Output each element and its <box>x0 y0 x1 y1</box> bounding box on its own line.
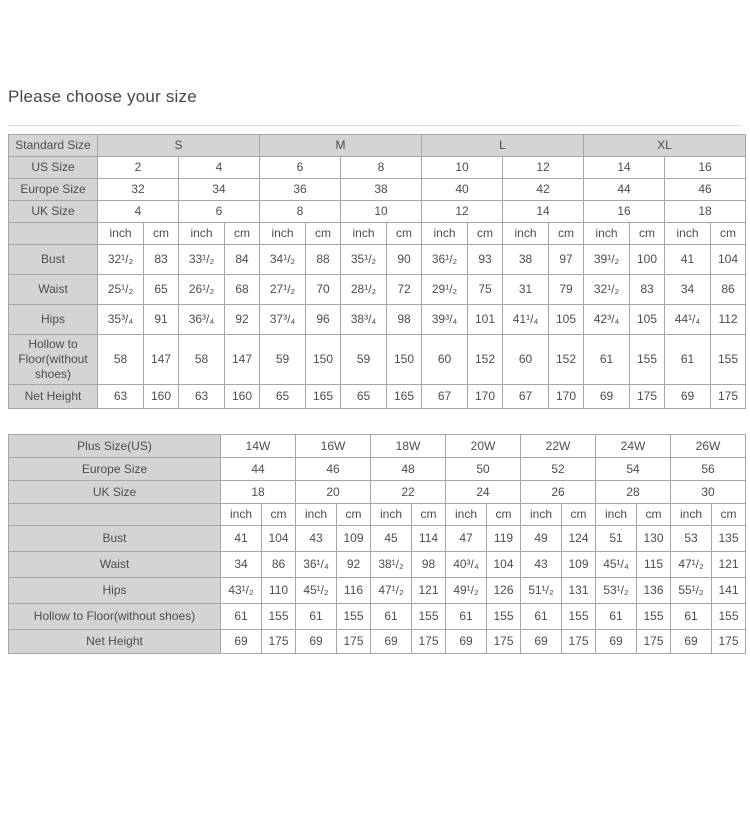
size-header-cell: 12 <box>503 157 584 179</box>
measurement-cell: 58 <box>179 335 225 385</box>
measurement-cell: 61 <box>446 604 487 630</box>
unit-cell: cm <box>225 223 260 245</box>
measurement-cell: 92 <box>337 552 371 578</box>
measurement-cell: 51¹/₂ <box>521 578 562 604</box>
unit-cell: cm <box>144 223 179 245</box>
measurement-cell: 61 <box>584 335 630 385</box>
measurement-cell: 69 <box>521 630 562 654</box>
measurement-cell: 130 <box>637 526 671 552</box>
measurement-cell: 27¹/₂ <box>260 275 306 305</box>
measurement-cell: 104 <box>487 552 521 578</box>
measurement-cell: 26¹/₂ <box>179 275 225 305</box>
measurement-cell: 59 <box>341 335 387 385</box>
unit-cell: cm <box>487 504 521 526</box>
measurement-cell: 55¹/₂ <box>671 578 712 604</box>
measurement-cell: 40³/₄ <box>446 552 487 578</box>
measurement-cell: 136 <box>637 578 671 604</box>
size-header-cell: 14 <box>503 201 584 223</box>
size-header-cell: 22W <box>521 435 596 458</box>
measurement-cell: 175 <box>262 630 296 654</box>
measurement-cell: 53¹/₂ <box>596 578 637 604</box>
row-label: Bust <box>9 526 221 552</box>
measurement-cell: 34 <box>221 552 262 578</box>
unit-cell: inch <box>221 504 262 526</box>
size-header-cell: 6 <box>260 157 341 179</box>
measurement-cell: 98 <box>412 552 446 578</box>
size-header-cell: 30 <box>671 481 746 504</box>
size-header-cell: 10 <box>341 201 422 223</box>
size-header-cell: 12 <box>422 201 503 223</box>
measurement-cell: 60 <box>503 335 549 385</box>
measurement-cell: 155 <box>711 335 746 385</box>
measurement-cell: 155 <box>337 604 371 630</box>
measurement-cell: 36³/₄ <box>179 305 225 335</box>
measurement-cell: 150 <box>387 335 422 385</box>
row-label: Hips <box>9 578 221 604</box>
size-header-cell: 46 <box>296 458 371 481</box>
row-label: Waist <box>9 552 221 578</box>
row-label: Standard Size <box>9 135 98 157</box>
size-header-cell: 54 <box>596 458 671 481</box>
measurement-cell: 61 <box>521 604 562 630</box>
unit-cell: cm <box>549 223 584 245</box>
size-header-cell: 24W <box>596 435 671 458</box>
size-header-cell: 16 <box>665 157 746 179</box>
size-header-cell: 18 <box>221 481 296 504</box>
measurement-cell: 61 <box>371 604 412 630</box>
measurement-cell: 155 <box>712 604 746 630</box>
row-label <box>9 504 221 526</box>
measurement-cell: 29¹/₂ <box>422 275 468 305</box>
unit-cell: inch <box>422 223 468 245</box>
size-header-cell: 32 <box>98 179 179 201</box>
measurement-cell: 152 <box>468 335 503 385</box>
measurement-cell: 72 <box>387 275 422 305</box>
size-header-cell: 4 <box>98 201 179 223</box>
measurement-cell: 104 <box>711 245 746 275</box>
measurement-cell: 43 <box>296 526 337 552</box>
size-header-cell: XL <box>584 135 746 157</box>
measurement-cell: 65 <box>260 385 306 409</box>
unit-cell: inch <box>98 223 144 245</box>
size-header-cell: 20 <box>296 481 371 504</box>
measurement-cell: 175 <box>712 630 746 654</box>
measurement-cell: 101 <box>468 305 503 335</box>
measurement-cell: 175 <box>487 630 521 654</box>
measurement-cell: 58 <box>98 335 144 385</box>
measurement-cell: 121 <box>412 578 446 604</box>
size-header-cell: 10 <box>422 157 503 179</box>
measurement-cell: 42³/₄ <box>584 305 630 335</box>
measurement-cell: 69 <box>671 630 712 654</box>
measurement-cell: 25¹/₂ <box>98 275 144 305</box>
measurement-cell: 39¹/₂ <box>584 245 630 275</box>
size-header-cell: 40 <box>422 179 503 201</box>
size-header-cell: 36 <box>260 179 341 201</box>
size-header-cell: 18 <box>665 201 746 223</box>
row-label: Hollow to Floor(without shoes) <box>9 335 98 385</box>
row-label: Net Height <box>9 385 98 409</box>
measurement-cell: 155 <box>630 335 665 385</box>
measurement-cell: 86 <box>711 275 746 305</box>
unit-cell: cm <box>562 504 596 526</box>
measurement-cell: 165 <box>306 385 341 409</box>
measurement-cell: 61 <box>596 604 637 630</box>
measurement-cell: 109 <box>337 526 371 552</box>
unit-cell: inch <box>671 504 712 526</box>
row-label: US Size <box>9 157 98 179</box>
measurement-cell: 49 <box>521 526 562 552</box>
unit-cell: cm <box>387 223 422 245</box>
measurement-cell: 33¹/₂ <box>179 245 225 275</box>
size-header-cell: 16 <box>584 201 665 223</box>
size-header-cell: 14W <box>221 435 296 458</box>
row-label <box>9 223 98 245</box>
measurement-cell: 175 <box>630 385 665 409</box>
size-header-cell: 34 <box>179 179 260 201</box>
measurement-cell: 131 <box>562 578 596 604</box>
unit-cell: inch <box>371 504 412 526</box>
standard-size-table <box>8 134 746 409</box>
size-header-cell: 46 <box>665 179 746 201</box>
measurement-cell: 98 <box>387 305 422 335</box>
measurement-cell: 175 <box>711 385 746 409</box>
unit-cell: cm <box>630 223 665 245</box>
measurement-cell: 135 <box>712 526 746 552</box>
measurement-cell: 70 <box>306 275 341 305</box>
measurement-cell: 28¹/₂ <box>341 275 387 305</box>
measurement-cell: 96 <box>306 305 341 335</box>
measurement-cell: 38³/₄ <box>341 305 387 335</box>
size-chart-section <box>0 86 750 654</box>
size-header-cell: 16W <box>296 435 371 458</box>
size-header-cell: 20W <box>446 435 521 458</box>
measurement-cell: 65 <box>144 275 179 305</box>
measurement-cell: 45¹/₄ <box>596 552 637 578</box>
measurement-cell: 165 <box>387 385 422 409</box>
measurement-cell: 88 <box>306 245 341 275</box>
unit-cell: cm <box>337 504 371 526</box>
divider <box>8 125 742 126</box>
measurement-cell: 69 <box>221 630 262 654</box>
size-header-cell: S <box>98 135 260 157</box>
row-label: Net Height <box>9 630 221 654</box>
measurement-cell: 160 <box>225 385 260 409</box>
measurement-cell: 47¹/₂ <box>671 552 712 578</box>
measurement-cell: 155 <box>262 604 296 630</box>
measurement-cell: 34 <box>665 275 711 305</box>
unit-cell: inch <box>179 223 225 245</box>
size-header-cell: L <box>422 135 584 157</box>
measurement-cell: 114 <box>412 526 446 552</box>
measurement-cell: 34¹/₂ <box>260 245 306 275</box>
measurement-cell: 150 <box>306 335 341 385</box>
plus-size-table <box>8 434 746 654</box>
measurement-cell: 51 <box>596 526 637 552</box>
measurement-cell: 152 <box>549 335 584 385</box>
measurement-cell: 119 <box>487 526 521 552</box>
measurement-cell: 83 <box>144 245 179 275</box>
size-header-cell: 44 <box>584 179 665 201</box>
row-label: UK Size <box>9 481 221 504</box>
row-label: Europe Size <box>9 458 221 481</box>
measurement-cell: 41 <box>221 526 262 552</box>
measurement-cell: 65 <box>341 385 387 409</box>
measurement-cell: 141 <box>712 578 746 604</box>
size-header-cell: 28 <box>596 481 671 504</box>
measurement-cell: 75 <box>468 275 503 305</box>
measurement-cell: 38 <box>503 245 549 275</box>
size-header-cell: 18W <box>371 435 446 458</box>
measurement-cell: 155 <box>637 604 671 630</box>
measurement-cell: 69 <box>296 630 337 654</box>
measurement-cell: 45 <box>371 526 412 552</box>
unit-cell: inch <box>341 223 387 245</box>
measurement-cell: 121 <box>712 552 746 578</box>
measurement-cell: 35¹/₂ <box>341 245 387 275</box>
unit-cell: cm <box>262 504 296 526</box>
size-header-cell: 2 <box>98 157 179 179</box>
unit-cell: inch <box>584 223 630 245</box>
page-title: Please choose your size <box>8 87 197 106</box>
unit-cell: inch <box>296 504 337 526</box>
row-label: Plus Size(US) <box>9 435 221 458</box>
measurement-cell: 45¹/₂ <box>296 578 337 604</box>
measurement-cell: 31 <box>503 275 549 305</box>
row-label: Bust <box>9 245 98 275</box>
size-header-cell: 26W <box>671 435 746 458</box>
unit-cell: inch <box>521 504 562 526</box>
unit-cell: inch <box>665 223 711 245</box>
unit-cell: inch <box>446 504 487 526</box>
measurement-cell: 155 <box>487 604 521 630</box>
measurement-cell: 63 <box>179 385 225 409</box>
unit-cell: cm <box>468 223 503 245</box>
measurement-cell: 61 <box>221 604 262 630</box>
size-header-cell: 56 <box>671 458 746 481</box>
measurement-cell: 86 <box>262 552 296 578</box>
measurement-cell: 37³/₄ <box>260 305 306 335</box>
measurement-cell: 92 <box>225 305 260 335</box>
measurement-cell: 147 <box>144 335 179 385</box>
measurement-cell: 49¹/₂ <box>446 578 487 604</box>
measurement-cell: 36¹/₂ <box>422 245 468 275</box>
measurement-cell: 63 <box>98 385 144 409</box>
measurement-cell: 69 <box>371 630 412 654</box>
measurement-cell: 105 <box>630 305 665 335</box>
measurement-cell: 160 <box>144 385 179 409</box>
unit-cell: cm <box>412 504 446 526</box>
row-label: Waist <box>9 275 98 305</box>
measurement-cell: 175 <box>412 630 446 654</box>
unit-cell: inch <box>260 223 306 245</box>
size-header-cell: 6 <box>179 201 260 223</box>
row-label: Hips <box>9 305 98 335</box>
measurement-cell: 44¹/₄ <box>665 305 711 335</box>
size-header-cell: 14 <box>584 157 665 179</box>
size-header-cell: 22 <box>371 481 446 504</box>
measurement-cell: 112 <box>711 305 746 335</box>
unit-cell: cm <box>712 504 746 526</box>
row-label: Europe Size <box>9 179 98 201</box>
measurement-cell: 115 <box>637 552 671 578</box>
measurement-cell: 61 <box>671 604 712 630</box>
size-header-cell: 50 <box>446 458 521 481</box>
measurement-cell: 43¹/₂ <box>221 578 262 604</box>
measurement-cell: 126 <box>487 578 521 604</box>
measurement-cell: 91 <box>144 305 179 335</box>
size-header-cell: 48 <box>371 458 446 481</box>
measurement-cell: 155 <box>412 604 446 630</box>
measurement-cell: 32¹/₂ <box>98 245 144 275</box>
unit-cell: cm <box>637 504 671 526</box>
size-header-cell: 24 <box>446 481 521 504</box>
measurement-cell: 69 <box>446 630 487 654</box>
unit-cell: cm <box>711 223 746 245</box>
measurement-cell: 155 <box>562 604 596 630</box>
measurement-cell: 47 <box>446 526 487 552</box>
unit-cell: inch <box>503 223 549 245</box>
measurement-cell: 53 <box>671 526 712 552</box>
measurement-cell: 170 <box>468 385 503 409</box>
measurement-cell: 67 <box>503 385 549 409</box>
measurement-cell: 67 <box>422 385 468 409</box>
measurement-cell: 175 <box>337 630 371 654</box>
measurement-cell: 93 <box>468 245 503 275</box>
size-header-cell: 8 <box>341 157 422 179</box>
measurement-cell: 175 <box>637 630 671 654</box>
measurement-cell: 83 <box>630 275 665 305</box>
row-label: Hollow to Floor(without shoes) <box>9 604 221 630</box>
measurement-cell: 90 <box>387 245 422 275</box>
measurement-cell: 36¹/₄ <box>296 552 337 578</box>
measurement-cell: 43 <box>521 552 562 578</box>
unit-cell: cm <box>306 223 341 245</box>
measurement-cell: 124 <box>562 526 596 552</box>
measurement-cell: 170 <box>549 385 584 409</box>
size-header-cell: M <box>260 135 422 157</box>
size-header-cell: 4 <box>179 157 260 179</box>
row-label: UK Size <box>9 201 98 223</box>
measurement-cell: 32¹/₂ <box>584 275 630 305</box>
measurement-cell: 59 <box>260 335 306 385</box>
measurement-cell: 47¹/₂ <box>371 578 412 604</box>
measurement-cell: 100 <box>630 245 665 275</box>
measurement-cell: 41 <box>665 245 711 275</box>
measurement-cell: 105 <box>549 305 584 335</box>
measurement-cell: 35³/₄ <box>98 305 144 335</box>
measurement-cell: 41¹/₄ <box>503 305 549 335</box>
measurement-cell: 110 <box>262 578 296 604</box>
measurement-cell: 84 <box>225 245 260 275</box>
measurement-cell: 97 <box>549 245 584 275</box>
measurement-cell: 79 <box>549 275 584 305</box>
measurement-cell: 175 <box>562 630 596 654</box>
measurement-cell: 60 <box>422 335 468 385</box>
measurement-cell: 61 <box>665 335 711 385</box>
measurement-cell: 104 <box>262 526 296 552</box>
measurement-cell: 39³/₄ <box>422 305 468 335</box>
measurement-cell: 147 <box>225 335 260 385</box>
size-header-cell: 8 <box>260 201 341 223</box>
measurement-cell: 38¹/₂ <box>371 552 412 578</box>
measurement-cell: 109 <box>562 552 596 578</box>
measurement-cell: 69 <box>584 385 630 409</box>
measurement-cell: 116 <box>337 578 371 604</box>
size-header-cell: 52 <box>521 458 596 481</box>
measurement-cell: 68 <box>225 275 260 305</box>
unit-cell: inch <box>596 504 637 526</box>
measurement-cell: 69 <box>596 630 637 654</box>
measurement-cell: 69 <box>665 385 711 409</box>
size-header-cell: 26 <box>521 481 596 504</box>
measurement-cell: 61 <box>296 604 337 630</box>
size-header-cell: 42 <box>503 179 584 201</box>
size-header-cell: 38 <box>341 179 422 201</box>
size-header-cell: 44 <box>221 458 296 481</box>
